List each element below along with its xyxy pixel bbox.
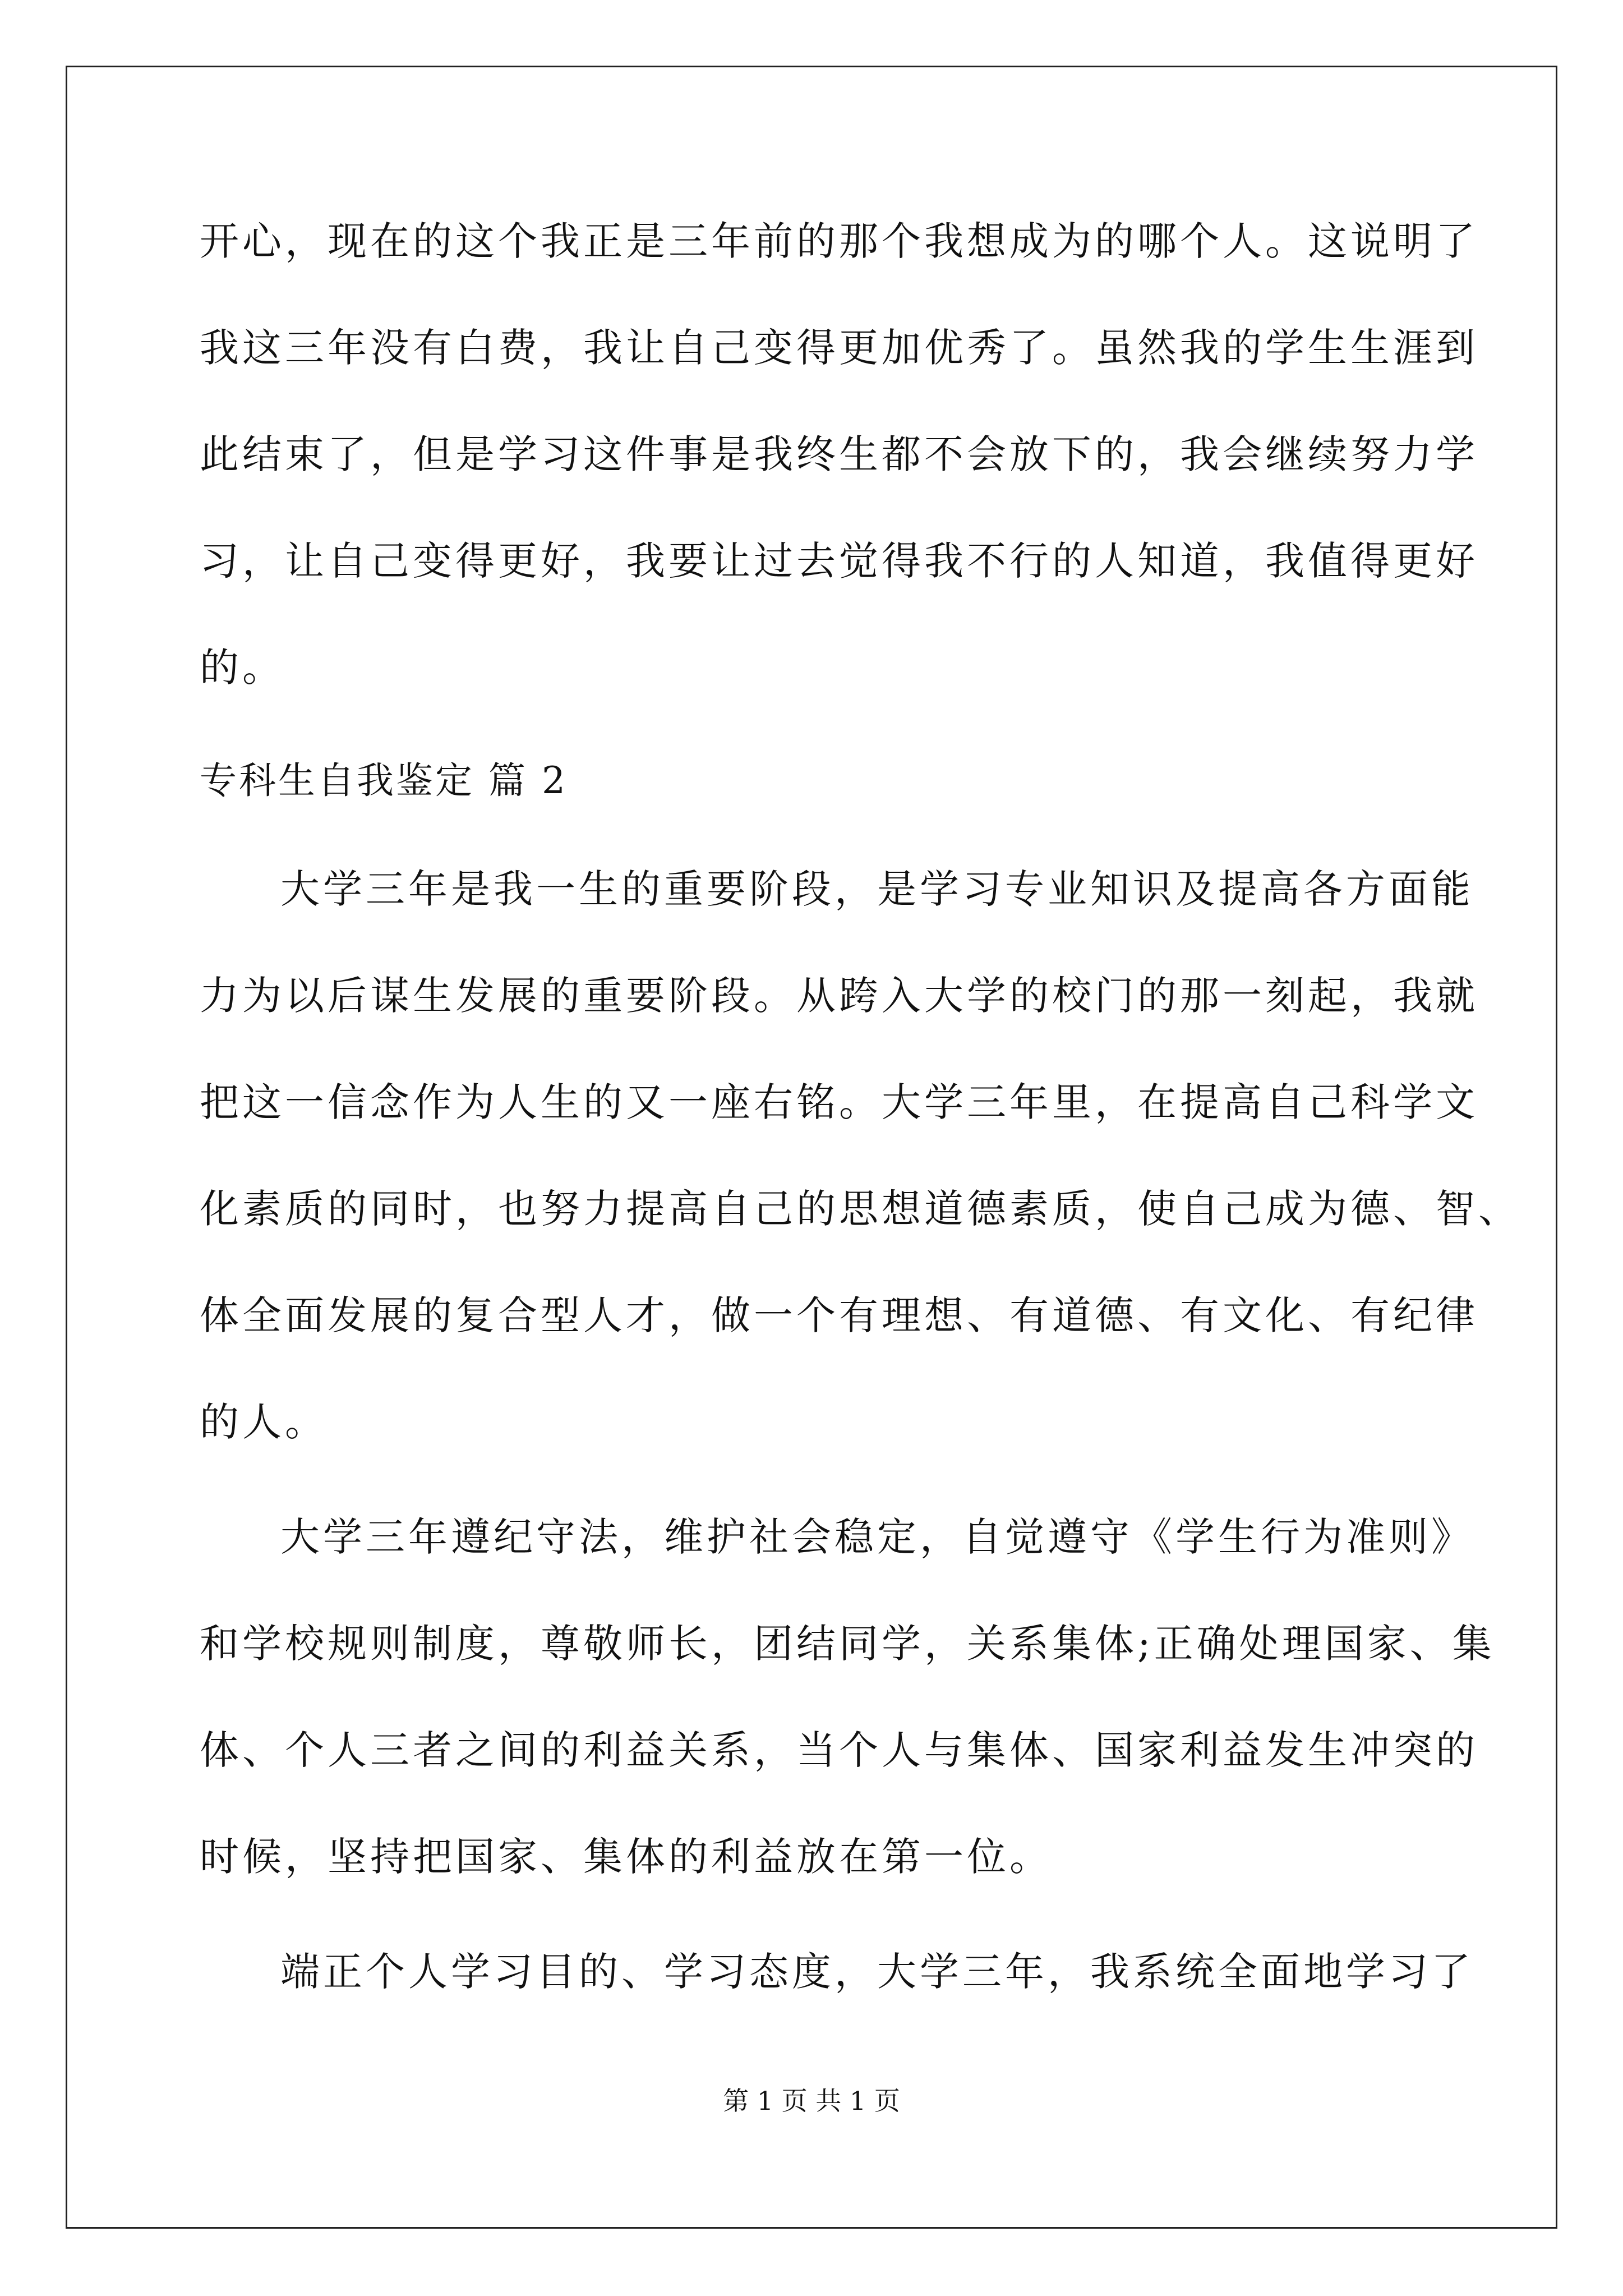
paragraph-line: 体全面发展的复合型人才，做一个有理想、有道德、有文化、有纪律: [200, 1292, 1478, 1338]
paragraph-line: 大学三年遵纪守法，维护社会稳定，自觉遵守《学生行为准则》: [280, 1514, 1474, 1560]
paragraph-line: 大学三年是我一生的重要阶段，是学习专业知识及提高各方面能: [280, 866, 1474, 912]
paragraph-line: 时候，坚持把国家、集体的利益放在第一位。: [200, 1834, 1052, 1880]
paragraph-line: 和学校规则制度，尊敬师长，团结同学，关系集体;正确处理国家、集: [200, 1621, 1495, 1667]
paragraph-line: 化素质的同时，也努力提高自己的思想道德素质，使自己成为德、智、: [200, 1186, 1521, 1232]
paragraph-line: 端正个人学习目的、学习态度，大学三年，我系统全面地学习了: [280, 1949, 1474, 1995]
page-number: 第 1 页 共 1 页: [723, 2086, 900, 2116]
text-line: 的。: [200, 645, 285, 691]
paragraph-line: 的人。: [200, 1399, 328, 1445]
paragraph-line: 体、个人三者之间的利益关系，当个人与集体、国家利益发生冲突的: [200, 1727, 1478, 1773]
text-line: 此结束了，但是学习这件事是我终生都不会放下的，我会继续努力学: [200, 431, 1478, 477]
paragraph-line: 把这一信念作为人生的又一座右铭。大学三年里，在提高自己科学文: [200, 1079, 1478, 1125]
text-line: 我这三年没有白费，我让自己变得更加优秀了。虽然我的学生生涯到: [200, 325, 1478, 371]
paragraph-line: 力为以后谋生发展的重要阶段。从跨入大学的校门的那一刻起，我就: [200, 973, 1478, 1019]
section-heading: 专科生自我鉴定 篇 2: [200, 759, 568, 802]
text-line: 开心，现在的这个我正是三年前的那个我想成为的哪个人。这说明了: [200, 218, 1478, 264]
text-line: 习，让自己变得更好，我要让过去觉得我不行的人知道，我值得更好: [200, 538, 1478, 584]
page-border: [66, 66, 1557, 2229]
